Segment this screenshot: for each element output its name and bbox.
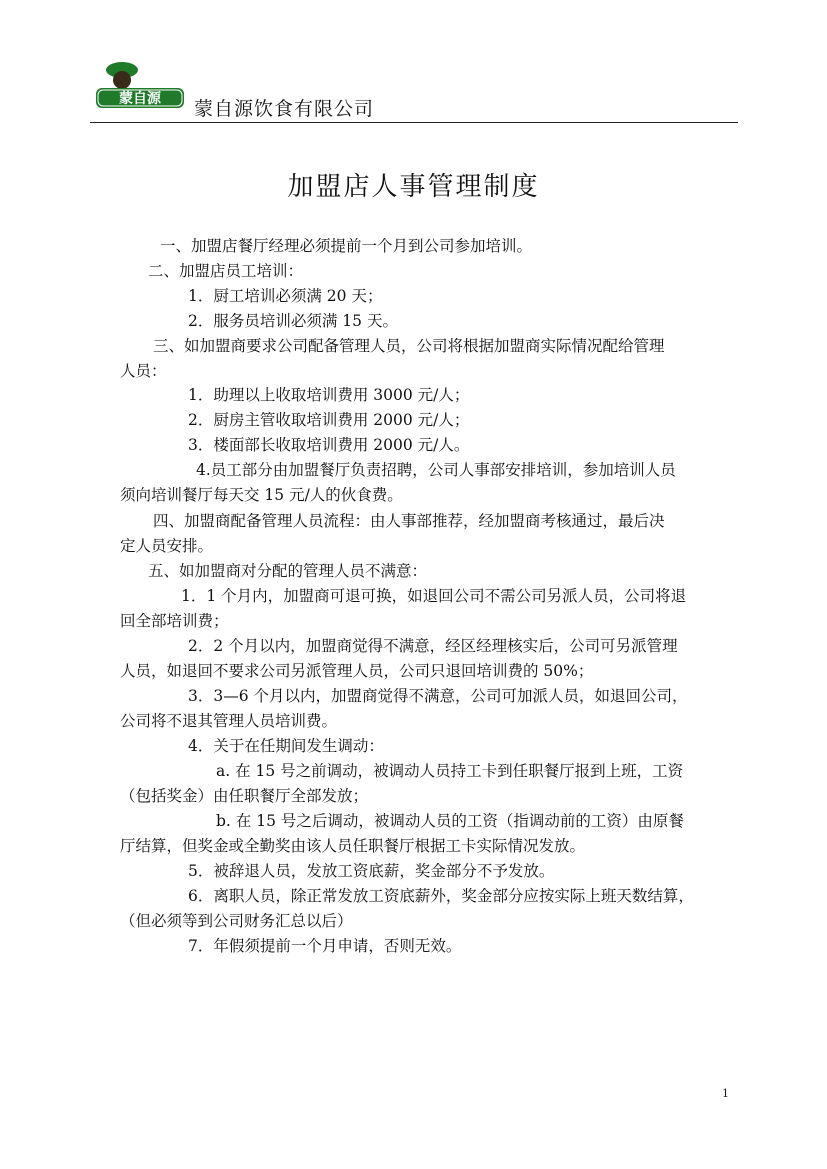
body-line: 厅结算，但奖金或全勤奖由该人员任职餐厅根据工卡实际情况发放。	[120, 837, 586, 855]
body-line: 人员，如退回不要求公司另派管理人员，公司只退回培训费的 50%；	[120, 662, 594, 680]
body-line: 1．1 个月内，加盟商可退可换，如退回公司不需公司另派人员，公司将退	[181, 587, 687, 605]
company-logo	[92, 60, 188, 112]
body-line: 2．2 个月以内，加盟商觉得不满意，经区经理核实后，公司可另派管理	[188, 637, 678, 655]
body-line: 2．厨房主管收取培训费用 2000 元/人；	[188, 411, 470, 429]
body-line: 须向培训餐厅每天交 15 元/人的伙食费。	[120, 486, 403, 504]
body-line: 6．离职人员，除正常发放工资底薪外，奖金部分应按实际上班天数结算，	[188, 887, 694, 905]
body-line: 3．3—6 个月以内，加盟商觉得不满意，公司可加派人员，如退回公司，	[188, 687, 688, 705]
body-line: 5．被辞退人员，发放工资底薪，奖金部分不予发放。	[188, 862, 555, 880]
page-header	[90, 58, 738, 123]
logo-text: 蒙自源	[119, 91, 161, 107]
body-line: 定人员安排。	[120, 537, 214, 555]
body-line: a. 在 15 号之前调动，被调动人员持工卡到任职餐厅报到上班，工资	[216, 762, 684, 780]
body-line: 4．关于在任期间发生调动：	[188, 737, 384, 755]
body-line: 二、加盟店员工培训：	[148, 262, 304, 280]
body-line: 公司将不退其管理人员培训费。	[120, 712, 338, 730]
body-line: 1．助理以上收取培训费用 3000 元/人；	[188, 386, 470, 404]
body-line: 回全部培训费；	[120, 612, 229, 630]
body-line: 三、如加盟商要求公司配备管理人员，公司将根据加盟商实际情况配给管理	[153, 337, 665, 355]
body-line: 一、加盟店餐厅经理必须提前一个月到公司参加培训。	[160, 237, 533, 255]
body-line: 7．年假须提前一个月申请，否则无效。	[188, 937, 462, 955]
body-line: 3．楼面部长收取培训费用 2000 元/人。	[188, 436, 470, 454]
body-line: 2．服务员培训必须满 15 天。	[188, 312, 398, 330]
body-line: （包括奖金）由任职餐厅全部发放；	[120, 787, 369, 805]
document-title: 加盟店人事管理制度	[287, 172, 540, 202]
company-name: 蒙自源饮食有限公司	[194, 98, 375, 120]
body-line: 1．厨工培训必须满 20 天；	[188, 287, 383, 305]
page-number: 1	[722, 1087, 729, 1100]
body-line: b. 在 15 号之后调动，被调动人员的工资（指调动前的工资）由原餐	[216, 812, 684, 830]
body-line: （但必须等到公司财务汇总以后）	[120, 912, 353, 930]
body-line: 五、如加盟商对分配的管理人员不满意：	[148, 562, 428, 580]
body-line: 4.员工部分由加盟餐厅负责招聘，公司人事部安排培训，参加培训人员	[196, 461, 676, 479]
body-line: 人员：	[120, 362, 167, 380]
body-line: 四、加盟商配备管理人员流程：由人事部推荐，经加盟商考核通过，最后决	[153, 512, 665, 530]
